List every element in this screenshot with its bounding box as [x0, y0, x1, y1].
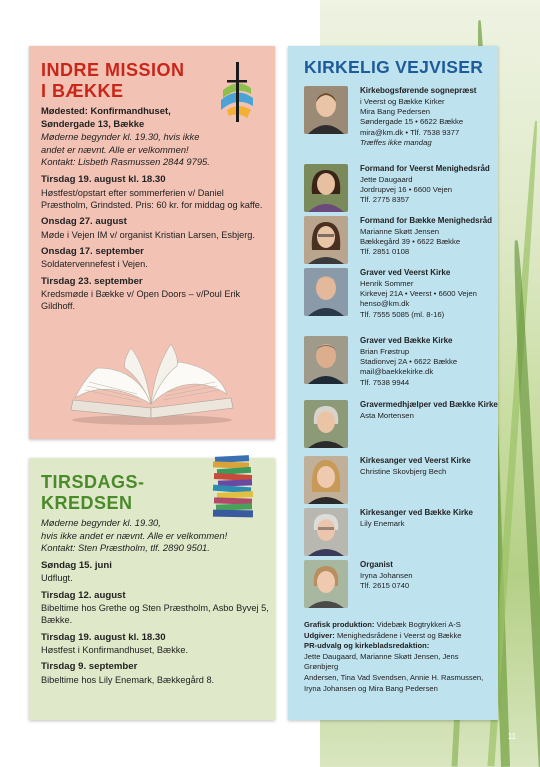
- entry-line: Lily Enemark: [360, 518, 405, 528]
- tk-event-body: Høstfest i Konfirmandhuset, Bække.: [41, 645, 189, 656]
- im-event: [41, 216, 269, 241]
- entry-role: Gravermedhjælper ved Bække Kirke: [360, 400, 498, 409]
- tk-event: [41, 661, 269, 686]
- person-photo: [304, 508, 348, 556]
- grafisk-value: Videbæk Bogtrykkeri A-S: [376, 620, 461, 629]
- meeting-place-2: Søndergade 13, Bække: [41, 117, 145, 129]
- udgiver-label: Udgiver:: [304, 630, 335, 640]
- tk-event-body: Udflugt.: [41, 573, 73, 584]
- person-photo: [304, 216, 348, 264]
- pr-label: PR-udvalg og kirkebladsredaktion:: [304, 641, 430, 651]
- entry-line: Bækkegård 39 • 6622 Bække: [360, 236, 461, 246]
- pr-line: Andersen, Tina Vad Svendsen, Annie H. Rasmussen,: [304, 672, 484, 682]
- person-photo: [304, 456, 348, 504]
- indre-mission-title-2: I BÆKKE: [41, 81, 124, 101]
- pr-line: Jette Daugaard, Marianne Skøtt Jensen, Jens Grønbjerg: [304, 651, 459, 672]
- grafisk-label: Grafisk produktion:: [304, 620, 375, 629]
- im-event-body: Møde i Vejen IM v/ organist Kristian Larsen, Esbjerg.: [41, 229, 255, 240]
- im-event-title: Tirsdag 23. september: [41, 275, 143, 287]
- person-photo: [304, 560, 348, 608]
- entry-line: Stadionvej 2A • 6622 Bække: [360, 356, 458, 366]
- im-intro-2: andet er nævnt. Alle er velkommen!: [41, 143, 189, 155]
- indre-mission-cross-logo: [217, 60, 257, 124]
- im-intro-1: Møderne begynder kl. 19.30, hvis ikke: [41, 131, 200, 143]
- indre-mission-panel: [29, 46, 275, 439]
- im-event-title: Onsdag 27. august: [41, 215, 127, 227]
- entry-line: Christine Skovbjerg Bech: [360, 466, 447, 476]
- entry-line: Tlf. 2615 0740: [360, 580, 410, 590]
- entry-role: Graver ved Bække Kirke: [360, 336, 453, 345]
- entry-line: Jordrupvej 16 • 6600 Vejen: [360, 184, 453, 194]
- entry-line: henso@km.dk: [360, 299, 410, 309]
- tirsdagskredsen-title-1: TIRSDAGS-: [41, 472, 145, 492]
- entry-role: Kirkesanger ved Bække Kirke: [360, 508, 473, 517]
- tk-intro-2: hvis ikke andet er nævnt. Alle er velkommen!: [41, 529, 228, 541]
- im-event-title: Tirsdag 19. august kl. 18.30: [41, 173, 166, 185]
- entry-line: Marianne Skøtt Jensen: [360, 226, 440, 236]
- book-stack-illustration: [209, 452, 261, 524]
- tk-intro-3: Kontakt: Sten Præstholm, tlf. 2890 9501.: [41, 542, 210, 554]
- tk-intro-1: Møderne begynder kl. 19.30,: [41, 517, 161, 528]
- entry-line: Tlf. 2851 0108: [360, 247, 410, 257]
- entry-role: Organist: [360, 560, 393, 569]
- entry-line: mira@km.dk • Tlf. 7538 9377: [360, 127, 460, 137]
- person-photo: [304, 400, 348, 448]
- tk-event: [41, 590, 269, 627]
- udgiver-value: Menighedsrådene i Veerst og Bække: [336, 630, 462, 640]
- im-event: [41, 246, 269, 271]
- entry-line: mail@baekkekirke.dk: [360, 367, 434, 377]
- tk-event-title: Tirsdag 19. august kl. 18.30: [41, 631, 166, 643]
- page-number: 11: [507, 732, 516, 741]
- entry-role: Kirkesanger ved Veerst Kirke: [360, 456, 471, 465]
- entry-line: Henrik Sommer: [360, 278, 414, 288]
- entry-line: Brian Frøstrup: [360, 346, 410, 356]
- entry-role: Graver ved Veerst Kirke: [360, 268, 451, 277]
- entry-note: Træffes ikke mandag: [360, 138, 432, 148]
- entry-line: Asta Mortensen: [360, 410, 414, 420]
- entry-line: Søndergade 15 • 6622 Bække: [360, 117, 464, 127]
- tk-event-title: Tirsdag 12. august: [41, 589, 126, 601]
- person-photo: [304, 268, 348, 316]
- tk-event-body: Bibeltime hos Lily Enemark, Bækkegård 8.: [41, 674, 215, 685]
- entry-line: i Veerst og Bække Kirker: [360, 96, 445, 106]
- im-event-body: Kredsmøde i Bække v/ Open Doors – v/Poul Erik Gildhoff.: [41, 289, 241, 312]
- im-event: [41, 174, 269, 211]
- im-event: [41, 276, 269, 313]
- tk-event-body: Bibeltime hos Grethe og Sten Præstholm, Asbo Byvej 5, Bække.: [41, 603, 269, 626]
- tk-event-title: Søndag 15. juni: [41, 559, 112, 571]
- entry-line: Jette Daugaard: [360, 174, 413, 184]
- tirsdagskredsen-title-2: KREDSEN: [41, 493, 133, 513]
- indre-mission-title-1: INDRE MISSION: [41, 60, 185, 80]
- im-intro-3: Kontakt: Lisbeth Rasmussen 2844 9795.: [41, 156, 210, 168]
- entry-line: Tlf. 7538 9944: [360, 377, 410, 387]
- tk-event: [41, 560, 269, 585]
- vejviser-title: KIRKELIG VEJVISER: [304, 57, 484, 77]
- tk-event: [41, 632, 269, 657]
- entry-line: Mira Bang Pedersen: [360, 106, 431, 116]
- entry-role: Formand for Veerst Menighedsråd: [360, 164, 490, 173]
- kirkelig-vejviser-panel: [288, 46, 498, 720]
- entry-role: Formand for Bække Menighedsråd: [360, 216, 493, 225]
- meeting-place-1: Mødested: Konfirmandhuset,: [41, 105, 171, 116]
- person-photo: [304, 164, 348, 212]
- entry-role: Kirkebogsførende sognepræst: [360, 86, 477, 95]
- open-book-illustration: [67, 338, 237, 426]
- person-photo: [304, 336, 348, 384]
- credits-block: [304, 620, 494, 694]
- person-photo: [304, 86, 348, 134]
- im-event-body: Soldatervennefest i Vejen.: [41, 259, 148, 270]
- entry-line: Iryna Johansen: [360, 570, 413, 580]
- tk-event-title: Tirsdag 9. september: [41, 661, 138, 673]
- tirsdagskredsen-panel: [29, 458, 275, 720]
- im-event-body: Høstfest/opstart efter sommerferien v/ Daniel Præstholm, Grindsted. Pris: 60 kr. for middag og kaffe.: [41, 187, 263, 210]
- pr-line: Iryna Johansen og Mira Bang Pedersen: [304, 683, 438, 693]
- entry-line: Tlf. 7555 5085 (ml. 8-16): [360, 309, 445, 319]
- im-event-title: Onsdag 17. september: [41, 245, 144, 257]
- entry-line: Kirkevej 21A • Veerst • 6600 Vejen: [360, 288, 477, 298]
- entry-line: Tlf. 2775 8357: [360, 195, 410, 205]
